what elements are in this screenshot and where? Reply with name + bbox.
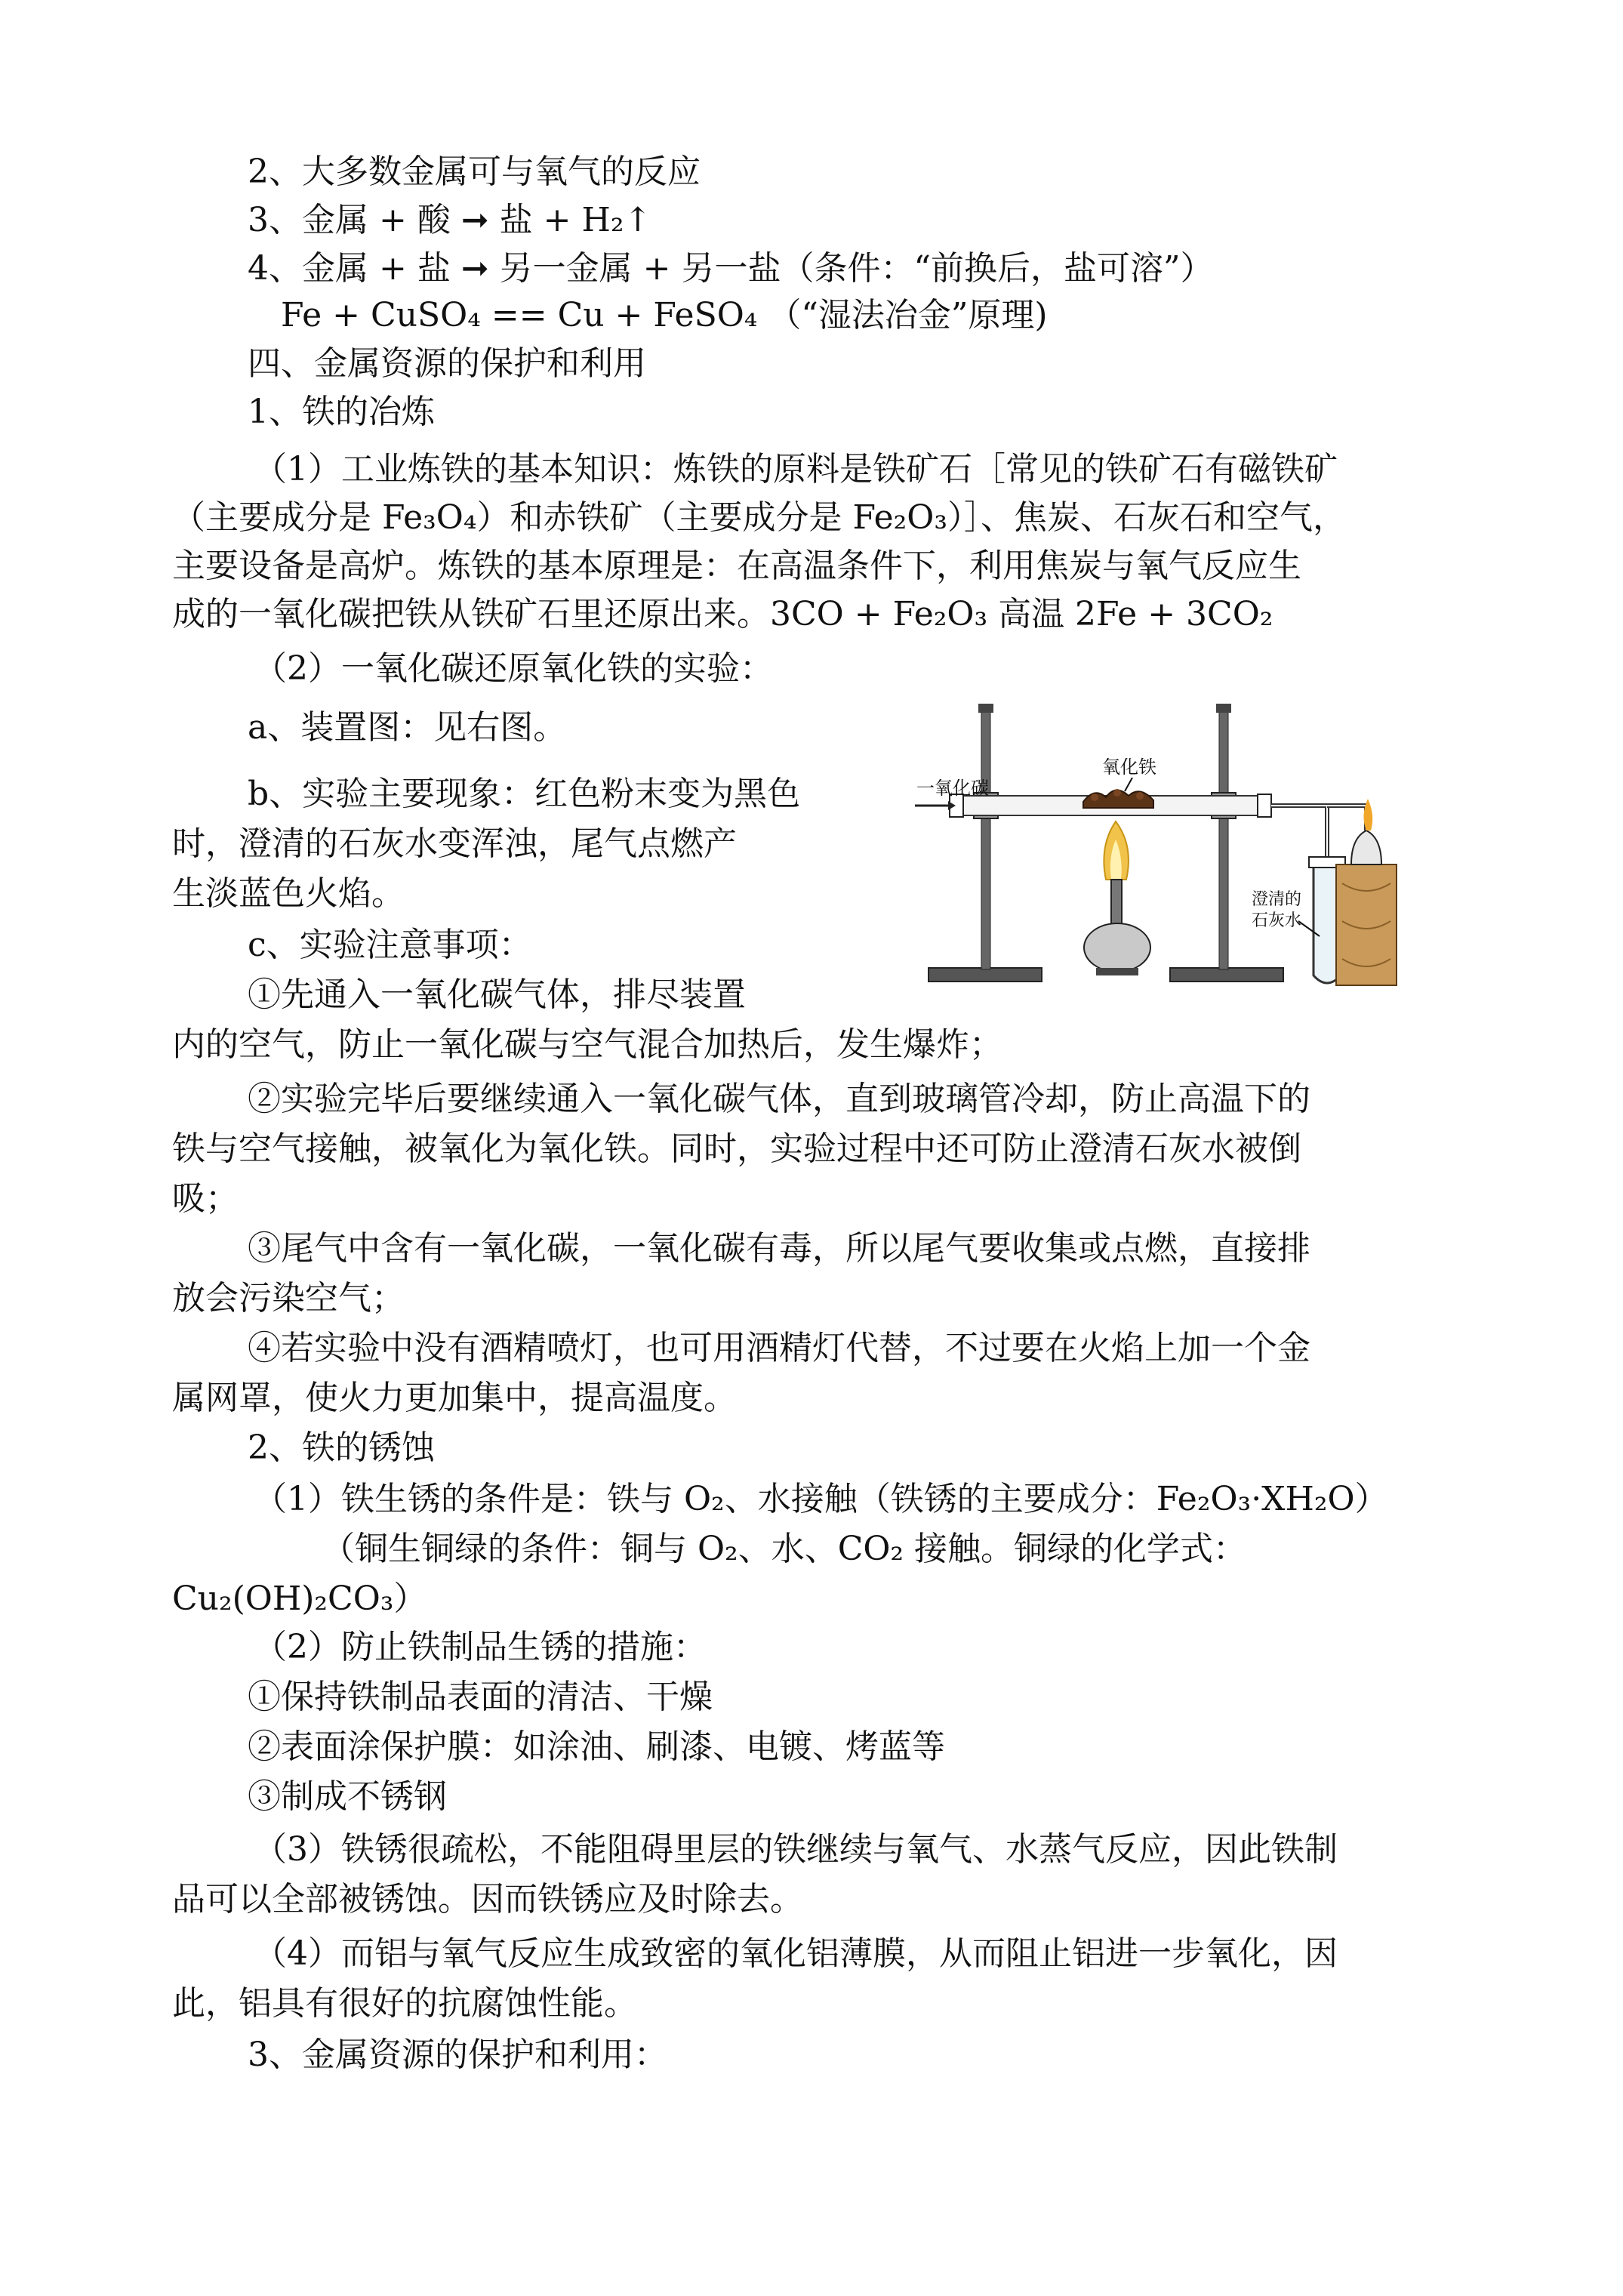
text-line: 此，铝具有很好的抗腐蚀性能。 <box>172 1984 637 2023</box>
label-limewater-2: 石灰水 <box>1252 911 1302 930</box>
text-line: Cu₂(OH)₂CO₃） <box>172 1579 427 1618</box>
subsection-heading: 3、金属资源的保护和利用： <box>248 2036 667 2074</box>
subsection-heading: 2、铁的锈蚀 <box>248 1428 435 1467</box>
text-line: ③制成不锈钢 <box>248 1777 447 1816</box>
text-line: 品可以全部被锈蚀。因而铁锈应及时除去。 <box>172 1880 803 1918</box>
label-carbon-monoxide: 一氧化碳 <box>916 778 989 799</box>
text-line: 成的一氧化碳把铁从铁矿石里还原出来。3CO + Fe₂O₃ 高温 2Fe + 3CO₂ <box>172 595 1273 633</box>
text-line: 3、金属 + 酸 ➞ 盐 + H₂↑ <box>248 201 652 239</box>
text-line: 吸； <box>172 1179 239 1218</box>
subsection-heading: 1、铁的冶炼 <box>248 393 435 431</box>
text-line: ③尾气中含有一氧化碳，一氧化碳有毒，所以尾气要收集或点燃，直接排 <box>248 1229 1310 1268</box>
text-line: a、装置图：见右图。 <box>248 708 567 747</box>
text-line: b、实验主要现象：红色粉末变为黑色 <box>248 775 801 813</box>
text-line: 属网罩，使火力更加集中，提高温度。 <box>172 1379 737 1417</box>
text-line: （1）铁生锈的条件是：铁与 O₂、水接触（铁锈的主要成分：Fe₂O₃·XH₂O） <box>254 1480 1388 1518</box>
text-line: 铁与空气接触，被氧化为氧化铁。同时，实验过程中还可防止澄清石灰水被倒 <box>172 1130 1301 1168</box>
text-line: 4、金属 + 盐 ➞ 另一金属 + 另一盐（条件：“前换后，盐可溶”） <box>248 249 1214 288</box>
text-line: （主要成分是 Fe₃O₄）和赤铁矿（主要成分是 Fe₂O₃）］、焦炭、石灰石和空气， <box>172 498 1346 537</box>
text-line: （2）一氧化碳还原氧化铁的实验： <box>254 649 773 688</box>
text-line: 放会污染空气； <box>172 1279 405 1318</box>
text-line: ②实验完毕后要继续通入一氧化碳气体，直到玻璃管冷却，防止高温下的 <box>248 1080 1310 1118</box>
label-limewater-1: 澄清的 <box>1252 890 1302 909</box>
text-line: c、实验注意事项： <box>248 926 532 964</box>
text-line: ②表面涂保护膜：如涂油、刷漆、电镀、烤蓝等 <box>248 1727 945 1766</box>
text-line: （3）铁锈很疏松，不能阻碍里层的铁继续与氧气、水蒸气反应，因此铁制 <box>254 1830 1338 1869</box>
text-line: （4）而铝与氧气反应生成致密的氧化铝薄膜，从而阻止铝进一步氧化，因 <box>254 1934 1338 1973</box>
section-heading: 四、金属资源的保护和利用 <box>248 344 646 383</box>
text-line: ④若实验中没有酒精喷灯，也可用酒精灯代替，不过要在火焰上加一个金 <box>248 1329 1310 1367</box>
text-line: 主要设备是高炉。炼铁的基本原理是：在高温条件下，利用焦炭与氧气反应生 <box>172 547 1301 585</box>
text-line: 生淡蓝色火焰。 <box>172 874 405 913</box>
text-line: ①先通入一氧化碳气体，排尽装置 <box>248 975 746 1014</box>
label-iron-oxide: 氧化铁 <box>1102 757 1156 778</box>
text-line: ①保持铁制品表面的清洁、干燥 <box>248 1678 713 1716</box>
apparatus-diagram <box>913 702 1453 993</box>
text-line: （1）工业炼铁的基本知识：炼铁的原料是铁矿石［常见的铁矿石有磁铁矿 <box>254 450 1338 488</box>
text-line: （2）防止铁制品生锈的措施： <box>254 1628 707 1666</box>
text-line: （铜生铜绿的条件：铜与 O₂、水、CO₂ 接触。铜绿的化学式： <box>322 1530 1247 1568</box>
text-line: 内的空气，防止一氧化碳与空气混合加热后，发生爆炸； <box>172 1025 1002 1064</box>
text-line: Fe + CuSO₄ == Cu + FeSO₄ （“湿法冶金”原理) <box>281 296 1048 334</box>
text-line: 2、大多数金属可与氧气的反应 <box>248 153 701 191</box>
text-line: 时，澄清的石灰水变浑浊，尾气点燃产 <box>172 824 737 863</box>
